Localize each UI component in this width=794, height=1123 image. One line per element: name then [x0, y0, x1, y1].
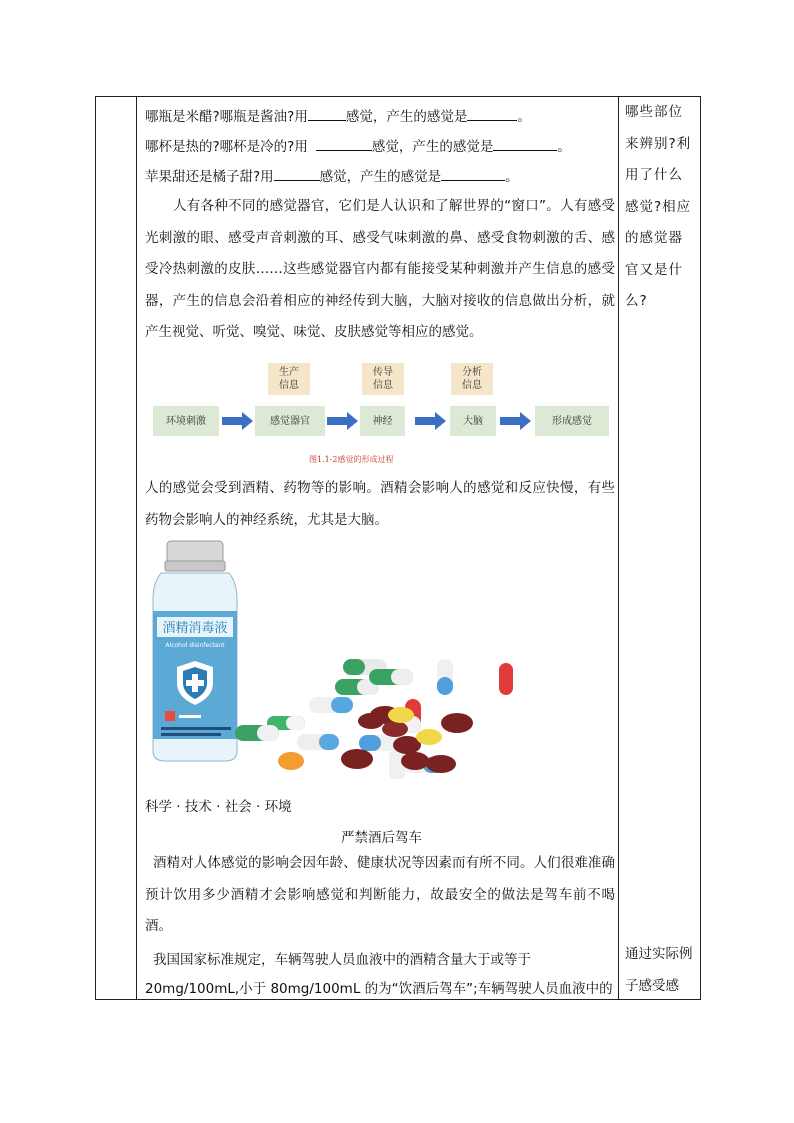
answer-blank[interactable]: [493, 137, 557, 151]
diagram-top-box: 分析 信息: [451, 363, 493, 395]
diagram-box: 环境刺激: [153, 406, 219, 436]
paragraph-standard-line-1: 我国国家标准规定，车辆驾驶人员血液中的酒精含量大于或等于: [153, 952, 531, 968]
right-arrow-icon: [222, 412, 254, 430]
side-note-example: 通过实际例子感受感: [625, 946, 693, 994]
column-divider: [618, 97, 619, 999]
question-text: 苹果甜还是橘子甜?用: [145, 169, 274, 185]
question-text: 感觉，产生的感觉是: [371, 139, 494, 155]
answer-blank[interactable]: [308, 107, 346, 121]
diagram-caption: 图1.1-2感觉的形成过程: [309, 455, 394, 464]
paragraph-sense-organs: 人有各种不同的感觉器官，它们是人认识和了解世界的“窗口”。人有感受光刺激的眼、感受声音刺激的耳、感受气味刺激的鼻、感受食物刺激的舌、感受冷热刺激的皮肤……这些感觉器官内都有能接受某种刺激并产生信息的感受器，产生的信息会沿着相应的神经传到大脑，大脑对接收的信息做出分析，就产生视觉、听觉、嗅觉、味觉、皮肤感觉等相应的感觉。: [145, 198, 615, 340]
answer-blank[interactable]: [316, 137, 372, 151]
right-arrow-icon: [500, 412, 532, 430]
bottle-label-title: 酒精消毒液: [162, 621, 228, 636]
lesson-table: [95, 96, 701, 1000]
section-heading: 科学 · 技术 · 社会 · 环境: [145, 799, 292, 815]
question-line-2: [145, 137, 571, 155]
pills-icon: [235, 659, 513, 779]
question-text: 。: [505, 169, 519, 185]
answer-blank[interactable]: [274, 167, 320, 181]
paragraph-alcohol-effects: 人的感觉会受到酒精、药物等的影响。酒精会影响人的感觉和反应快慢，有些药物会影响人的神经系统，尤其是大脑。: [145, 480, 615, 528]
question-text: 。: [517, 109, 531, 125]
answer-blank[interactable]: [467, 107, 517, 121]
section-title: 严禁酒后驾车: [341, 830, 422, 846]
question-text: 感觉，产生的感觉是: [345, 109, 468, 125]
diagram-box: 形成感觉: [535, 406, 609, 436]
alcohol-and-pills-illustration: [139, 539, 519, 779]
paragraph-drink-driving: 酒精对人体感觉的影响会因年龄、健康状况等因素而有所不同。人们很难准确预计饮用多少酒精才会影响感觉和判断能力，故最安全的做法是驾车前不喝酒。: [145, 855, 615, 934]
right-arrow-icon: [327, 412, 359, 430]
side-note-question: 哪些部位来辨别?利用了什么感觉?相应的感觉器官又是什么?: [625, 104, 692, 309]
diagram-box: 感觉器官: [255, 406, 325, 436]
paragraph-standard-line-2: 20mg/100mL,小于 80mg/100mL 的为“饮酒后驾车”;车辆驾驶人员血液中的: [145, 981, 613, 997]
answer-blank[interactable]: [441, 167, 505, 181]
diagram-box: 神经: [360, 406, 405, 436]
question-line-3: [145, 167, 519, 185]
question-line-1: [145, 107, 531, 125]
diagram-top-box: 生产 信息: [268, 363, 310, 395]
right-arrow-icon: [415, 412, 447, 430]
diagram-box: 大脑: [450, 406, 496, 436]
question-text: 哪杯是热的?哪杯是冷的?用: [145, 139, 308, 155]
diagram-top-box: 传导 信息: [362, 363, 404, 395]
question-text: 感觉，产生的感觉是: [319, 169, 442, 185]
column-divider: [136, 97, 137, 999]
question-text: 。: [557, 139, 571, 155]
question-text: 哪瓶是米醋?哪瓶是酱油?用: [145, 109, 308, 125]
bottle-label-subtitle: Alcohol disinfectant: [165, 642, 225, 649]
alcohol-bottle-icon: [153, 541, 237, 761]
